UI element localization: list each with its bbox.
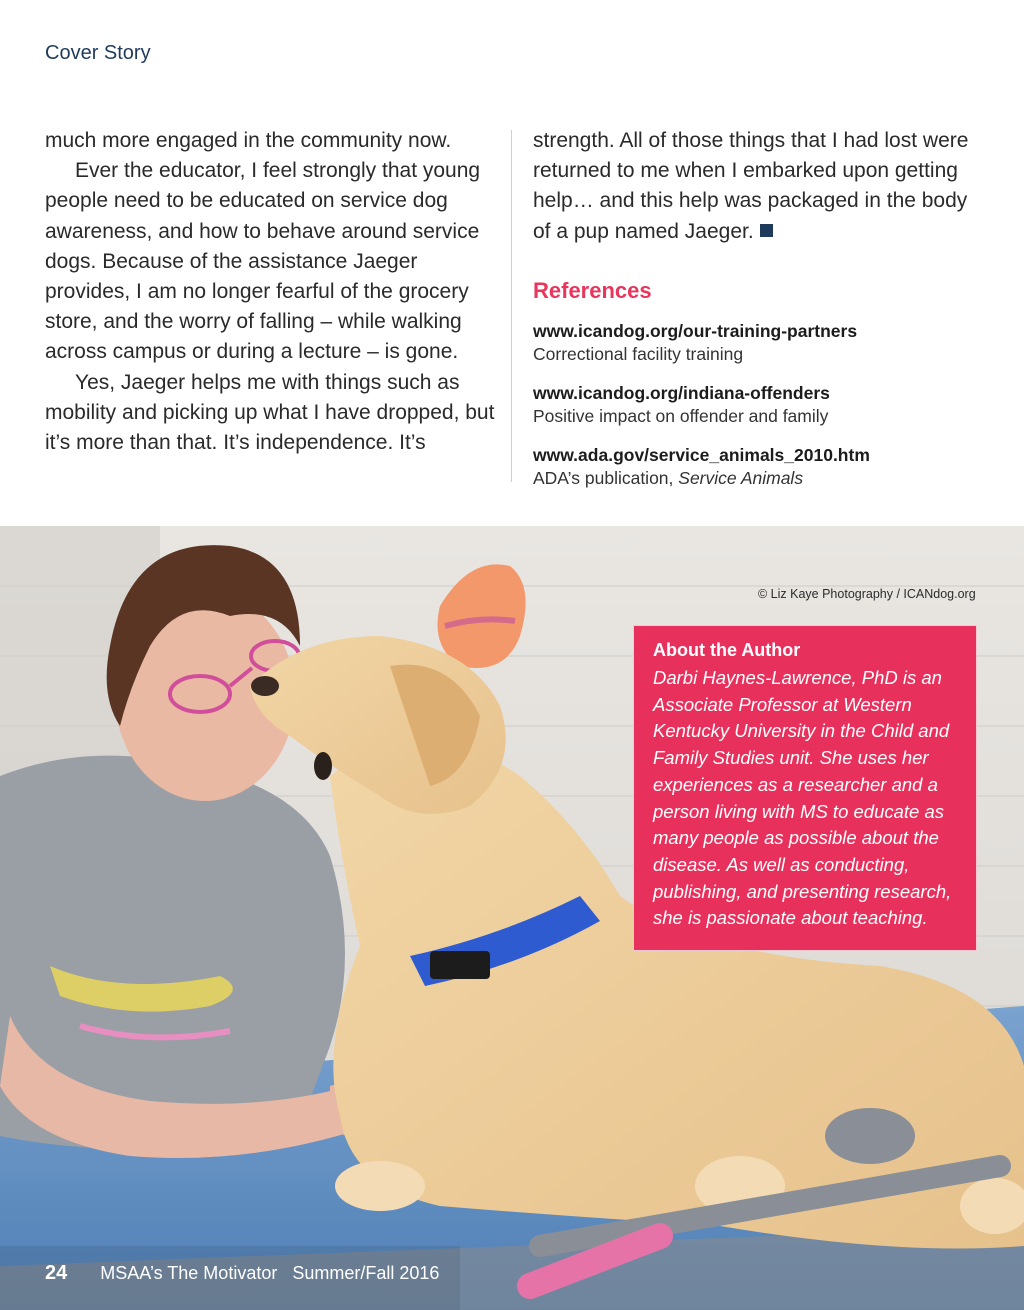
- article-paragraph: strength. All of those things that I had lost were returned to me when I embarked upon getting help… and this help was packaged in the body of a pup named Jaeger.: [533, 129, 969, 243]
- article-left-column: [45, 126, 495, 458]
- reference-link[interactable]: www.icandog.org/our-training-partners: [533, 321, 858, 341]
- reference-link[interactable]: www.icandog.org/indiana-offenders: [533, 383, 830, 403]
- references-heading: References: [533, 278, 652, 303]
- reference-item: [533, 444, 993, 490]
- article-paragraph: Ever the educator, I feel strongly that young people need to be educated on service dog awareness, and how to behave around service dogs. Because of the assistance Jaeger provides, I am no longer fearful of the grocery store, and the worry of falling – while walking across campus or during a lecture – is gone.: [45, 159, 481, 364]
- reference-title: Service Animals: [678, 468, 804, 488]
- about-author-box: [633, 625, 977, 951]
- about-author-title: About the Author: [653, 640, 801, 660]
- issue-date: Summer/Fall 2016: [292, 1263, 440, 1283]
- reference-item: [533, 382, 993, 428]
- reference-link[interactable]: www.ada.gov/service_animals_2010.htm: [533, 445, 870, 465]
- section-label: Cover Story: [45, 42, 151, 64]
- article-right-column: [533, 126, 983, 247]
- reference-description: [533, 466, 993, 490]
- reference-description: Correctional facility training: [533, 344, 744, 364]
- end-of-article-mark: [760, 224, 773, 237]
- reference-description-text: ADA’s publication,: [533, 468, 679, 488]
- article-paragraph: much more engaged in the community now.: [45, 129, 452, 152]
- publication-name: MSAA’s The Motivator: [100, 1263, 278, 1283]
- photo-credit: © Liz Kaye Photography / ICANdog.org: [758, 587, 976, 601]
- reference-description: Positive impact on offender and family: [533, 406, 829, 426]
- reference-item: [533, 320, 993, 366]
- page-footer: [45, 1262, 439, 1285]
- about-author-bio: Darbi Haynes-Lawrence, PhD is an Associate Professor at Western Kentucky University in the Child and Family Studies unit. She uses her experiences as a researcher and a person living with MS to educate as many people as possible about the disease. As well as conducting, publishing, and presenting research, she is passionate about teaching.: [653, 667, 952, 929]
- article-paragraph: Yes, Jaeger helps me with things such as mobility and picking up what I have dropped, but it’s more than that. It’s independence. It’s: [45, 370, 495, 455]
- column-divider: [511, 130, 512, 482]
- page-number: 24: [45, 1262, 68, 1284]
- article-paragraph-wrapper: [533, 126, 983, 247]
